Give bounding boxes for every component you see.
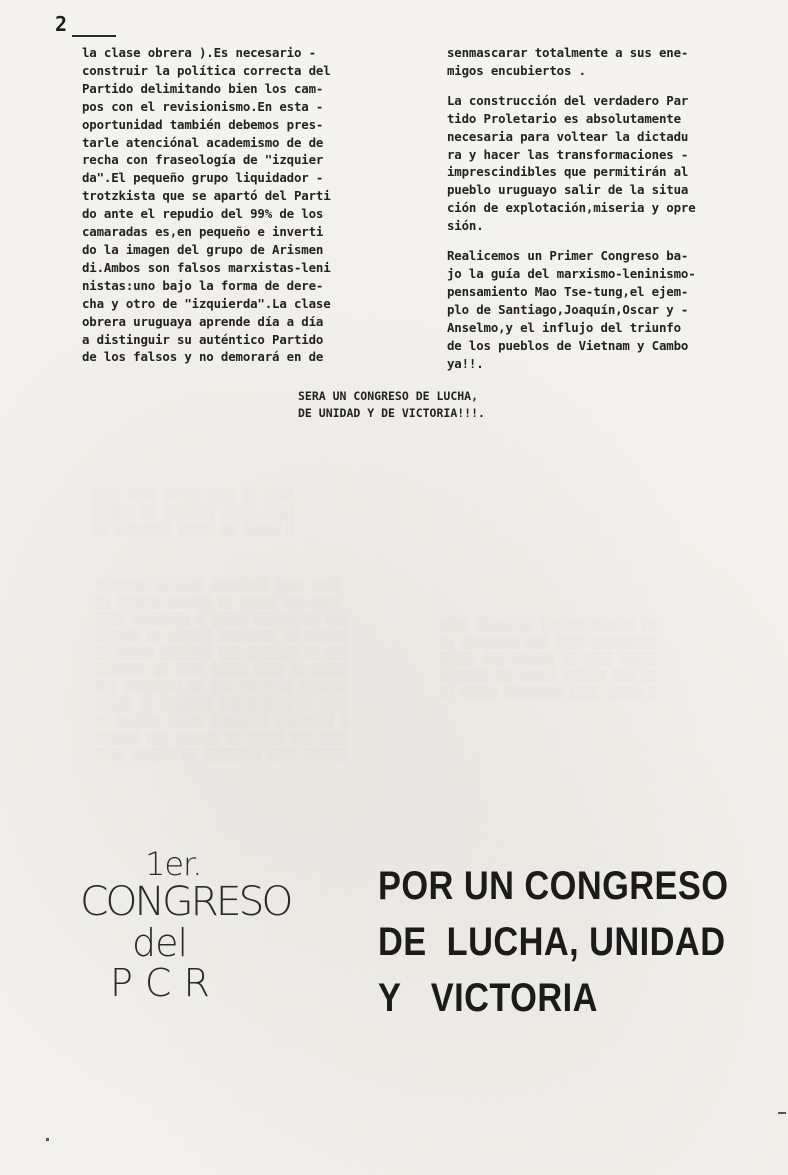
left-column-line: pos con el revisionismo.En esta - [82,98,324,114]
page-number: 2 [55,12,68,36]
paragraph [447,92,752,235]
right-column-line: de los pueblos de Vietnam y Cambo [447,337,689,353]
left-column-line: tarle atenciónal academismo de de [82,134,324,150]
left-column-line: di.Ambos son falsos marxistas-leni [82,259,331,275]
right-column-line: pueblo uruguayo salir de la situa [447,182,689,198]
right-column-line: ya!!. [447,355,484,371]
right-column-line: Anselmo,y el influjo del triunfo [447,319,681,335]
slogan-line: SERA UN CONGRESO DE LUCHA, [298,389,479,403]
paragraph [447,247,752,372]
left-column-line: construir la política correcta del [82,62,331,78]
left-column-line: de los falsos y no demorará en de [82,349,324,365]
margin-mark [778,1112,786,1114]
headline-line: Y VICTORIA [378,976,598,1020]
headline-line: POR UN CONGRESO [378,864,729,908]
left-column-line: da".El pequeño grupo liquidador - [82,170,324,186]
headline [378,858,729,1026]
paragraph [447,44,752,80]
right-column-line: La construcción del verdadero Par [447,92,689,108]
right-column-line: senmascarar totalmente a sus ene- [447,45,689,60]
left-column-line: recha con fraseología de "izquier [82,152,324,168]
left-column-line: do la imagen del grupo de Arismen [82,241,324,257]
headline-line: DE LUCHA, UNIDAD [378,920,726,964]
left-column-line: trotzkista que se apartó del Parti [82,188,331,204]
left-column-line: camaradas es,en pequeño e inverti [82,224,324,240]
right-column-line: necesaria para voltear la dictadu [447,128,689,144]
right-column-line: imprescindibles que permitirán al [447,164,689,180]
right-column-line: sión. [447,218,484,234]
left-column-line: la clase obrera ).Es necesario - [82,45,316,60]
right-column-line: migos encubiertos . [447,62,586,78]
slogan-line: DE UNIDAD Y DE VICTORIA!!!. [298,406,485,420]
left-column-line: oportunidad también debemos pres- [82,116,324,132]
right-column-line: Realicemos un Primer Congreso ba- [447,248,689,264]
right-column-line: plo de Santiago,Joaquín,Oscar y - [447,301,689,317]
left-column-line: a distinguir su auténtico Partido [82,331,324,347]
show-through-text-right: ░░░░ ░░░░░ ░░ ░░░░░░ ░░░░░░ ░░ ░░ ░░░░░░░░ ░░░ ░░░░ ░░░░░░░░░ ░░░░░ ░░░ ░░░░░░ ░░ ░░░░ ░░░░░ ░░░░░░░ ░░ ░░░░░ ░░░░░░ ░░░ ░░ ░░ ░░░░░ ░░░░░░░░ ░░░░ ░░░░░ ░ [440,618,657,700]
page-number-underline [72,35,116,37]
logo-acronym: PCR [110,961,222,1005]
right-text-column [447,44,752,384]
congress-logo [80,845,330,1005]
closing-slogan [298,388,485,422]
right-column-line: pensamiento Mao Tse-tung,el ejem- [447,283,689,299]
margin-mark [46,1138,49,1141]
logo-word: CONGRESO [80,879,291,925]
right-column-line: ción de explotación,miseria y opre [447,200,696,216]
left-column-line: do ante el repudio del 99% de los [82,206,324,222]
left-column-line: cha y otro de "izquierda".La clase [82,295,331,311]
right-column-line: jo la guía del marxismo-leninismo- [447,265,696,281]
logo-del: del [132,921,188,965]
right-column-line: tido Proletario es absolutamente [447,110,681,126]
show-through-text-left: ░░░ ░░░░ ░░░░░ ░░░░ ░░ ░░░░ ░░░░░░ ░░ ░░░░░░░ ░░░░░ ░░░░ ░░ ░░░░░░░░ ░░░░░ ░░ ░░░░░ ░ [92,488,295,536]
left-text-column [82,44,392,366]
show-through-text-center: ░░░░░░░ ░░ ░░░░ ░░░░░░░░ ░░░░ ░░░░ ░░ ░░░░░░ ░░░░░░ ░░ ░░░░░ ░░░ ░░░░ ░░░░ ░░░░░░░░ ░ ░░░░░ ░░░░░░ ░░ ░░░ ░░░░░░ ░░ ░░░░░░ ░░░░░░░░ ░░ ░░░░░░ ░░ ░░░░░ ░░░░░░░ ░░░ ░░░░░░░ ░░ ░░░ ░░░░░░░ ░░ ░░░░ ░░░░░ ░░░░ ░░ ░░░░░ ░░░ ░░░░░░░░ ░░ ░░░ ░░░░░░░ ░░░░░░░ ░░░░░ ░░ ░░░░░░░ ░░░ ░░░░░░ ░░ ░░░░ ░░ ░░░░░░ ░░░░░ ░░░░░ ░░ ░░░░░░░░ ░ ░░░░░░ ░░░ ░░░░░░ ░░ ░░░░░ ░░░ ░░░░ ░░░░ ░░░░░░ ░░ ░░░░░░░░ ░░░░ ░░░░░░ [96,578,349,762]
logo-ordinal: 1er. [145,845,202,883]
right-column-line: ra y hacer las transformaciones - [447,146,689,162]
left-column-line: nistas:uno bajo la forma de dere- [82,277,324,293]
left-column-line: obrera uruguaya aprende día a día [82,313,324,329]
left-column-line: Partido delimitando bien los cam- [82,80,324,96]
